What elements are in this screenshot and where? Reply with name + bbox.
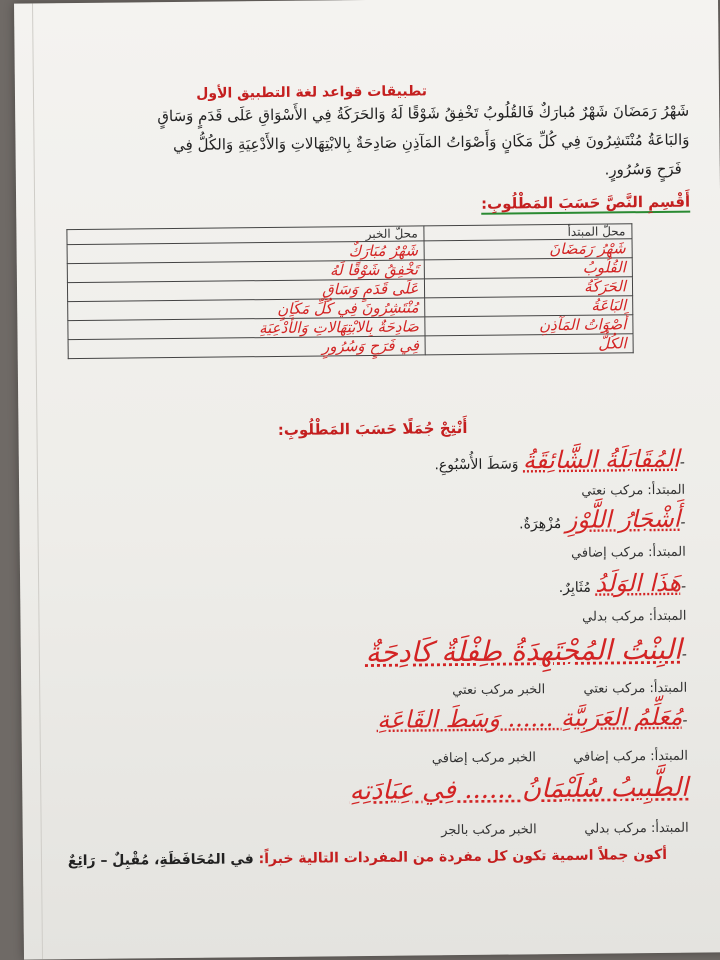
predicate-cell: عَلَى قَدَمٍ وَسَاقٍ: [67, 279, 425, 302]
task-3-text: أكون جملاً اسمية تكون كل مفردة من المفردات التالية خبراً:: [258, 846, 668, 868]
worksheet-title: تطبيقات قواعد لغة التطبيق الأول: [196, 83, 428, 102]
sentence-label-predicate: الخبر مركب نعتي: [452, 682, 546, 699]
sentence-label: المبتدأ: مركب بدلي: [582, 608, 687, 625]
predicate-cell: مُنْتَشِرُونَ فِي كُلِّ مَكَانٍ: [68, 298, 426, 321]
handwritten-answer: البِنْتُ المُجْتَهِدَةُ طِفْلَةٌ كَادِحَةٌ: [365, 632, 682, 670]
predicate-cell: صَادِحَةٌ بِالابْتِهَالاتِ وَالأَدْعِيَةِ: [68, 317, 426, 340]
worksheet-page: [14, 0, 720, 960]
sentence-label: المبتدأ: مركب إضافي: [573, 748, 689, 765]
sentence-label: المبتدأ: مركب نعتي: [581, 482, 686, 499]
sentence-label: المبتدأ: مركب بدلي: [584, 820, 689, 837]
handwritten-answer: هَذَا الوَلَدُ: [595, 568, 682, 598]
sentence-line: -أَشْجَارُ اللَّوْزِ مُزْهِرَةٌ.: [519, 504, 686, 534]
predicate-cell: تَخْفِقُ شَوْقًا لَهُ: [67, 260, 425, 283]
paragraph-line-1: شَهْرُ رَمَضَانَ شَهْرٌ مُبارَكٌ فَالقُلُوبُ تَخْفِقُ شَوْقًا لَهُ وَالحَرَكَةُ فِي الأَسْوَاقِ عَلَى قَدَمٍ وَسَاقٍ: [157, 101, 690, 126]
sentence-line: [349, 773, 688, 807]
paragraph-line-3: فَرَحٍ وَسُرُورٍ.: [604, 159, 682, 179]
paragraph-line-2: وَالبَاعَةُ مُنْتَشِرُونَ فِي كُلِّ مَكَانٍ وَأَصْوَاتُ المَآذِنِ صَادِحَةٌ بِالابْتِهَالاتِ وَالأَدْعِيَةِ وَالكُلُّ فِي: [173, 130, 690, 155]
handwritten-answer: أَشْجَارُ اللَّوْزِ: [565, 504, 681, 534]
task-3-words: في المُحَافَظَةِ، مُقْبِلٌ – رَائِعٌ: [67, 851, 254, 870]
parse-table: [66, 223, 633, 359]
header-subject: محلّ المبتدأ: [424, 224, 632, 241]
printed-completion: مُزْهِرَةٌ.: [519, 515, 562, 533]
predicate-cell: فِي فَرَحٍ وَسُرُورٍ: [68, 336, 426, 359]
sentence-label: المبتدأ: مركب إضافي: [570, 544, 686, 561]
sentence-label-predicate: الخبر مركب إضافي: [431, 750, 537, 767]
printed-completion: وَسَطَ الأُسْبُوعِ.: [434, 456, 519, 474]
sentence-line: -البِنْتُ المُجْتَهِدَةُ طِفْلَةٌ كَادِحَةٌ: [365, 632, 687, 670]
page-margin-line: [32, 3, 43, 959]
sentence-line: -مُعَلِّمُ العَرَبِيَّةِ ...... وَسَطَ القَاعَةِ: [376, 702, 688, 734]
handwritten-answer: المُقَابَلَةُ الشَّائِقَةُ: [522, 444, 680, 475]
header-predicate: محلّ الخبر: [67, 226, 424, 245]
subject-cell: القُلُوبُ: [425, 258, 633, 279]
subject-cell: الحَرَكَةُ: [425, 277, 633, 298]
sentence-label: المبتدأ: مركب نعتي: [583, 680, 688, 697]
sentence-line: -المُقَابَلَةُ الشَّائِقَةُ وَسَطَ الأُسْبُوعِ.: [434, 444, 685, 475]
task-2-heading: أَنْتِجْ جُمَلًا حَسَبَ المَطْلُوبِ:: [277, 418, 468, 439]
subject-cell: البَاعَةُ: [425, 296, 633, 317]
subject-cell: الكُلُّ: [425, 334, 633, 355]
subject-cell: أَصْوَاتُ المَآذِنِ: [425, 315, 633, 336]
handwritten-answer: الطَّبِيبُ سُلَيْمَانُ ...... فِي عِيَادَتِهِ: [349, 772, 689, 807]
handwritten-answer: مُعَلِّمُ العَرَبِيَّةِ ...... وَسَطَ القَاعَةِ: [376, 702, 683, 734]
printed-completion: مُثَابِرٌ.: [558, 579, 591, 597]
task-1-heading: أَقْسِمِ النَّصَّ حَسَبَ المَطْلُوبِ:: [481, 192, 691, 213]
sentence-line: -هَذَا الوَلَدُ مُثَابِرٌ.: [558, 568, 687, 598]
subject-cell: شَهْرُ رَمَضَانَ: [424, 239, 632, 260]
task-3-instruction: [68, 847, 667, 869]
sentence-label-predicate: الخبر مركب بالجر: [441, 822, 537, 839]
predicate-cell: شَهْرٌ مُبَارَكٌ: [67, 241, 425, 264]
